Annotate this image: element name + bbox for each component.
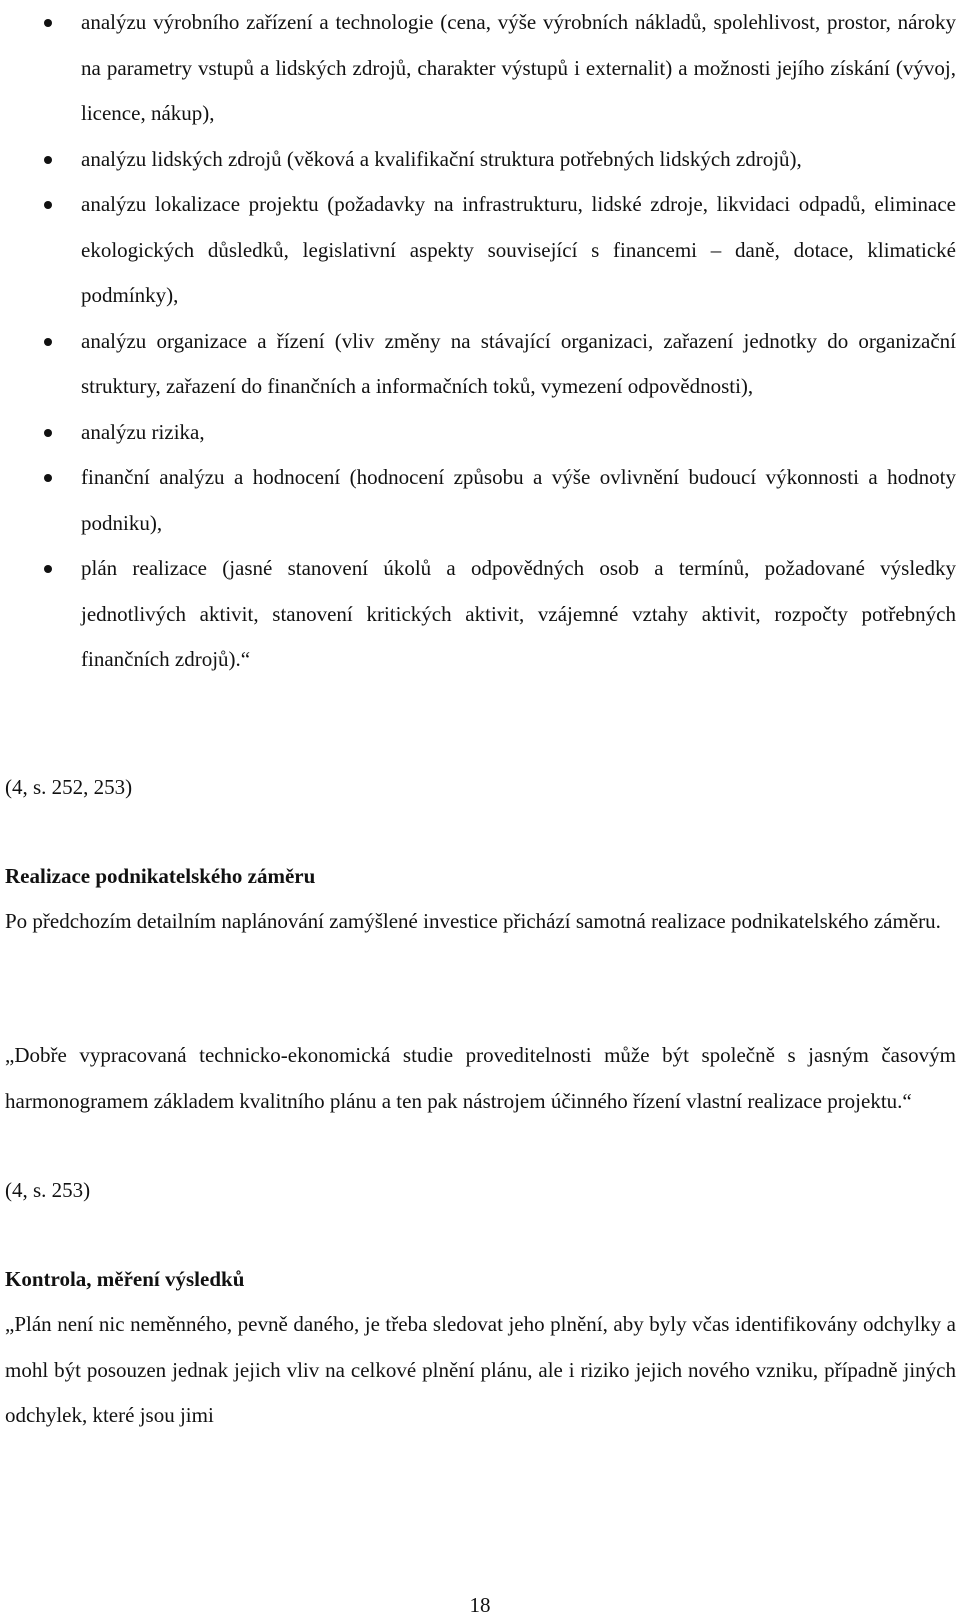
- bullet-text: analýzu organizace a řízení (vliv změny na stávající organizaci, zařazení jednotky do organizační struktury, zařazení do finančních a informačních toků, vymezení odpovědnosti),: [81, 328, 956, 398]
- quote-plan-monitoring: „Plán není nic neměnného, pevně daného, je třeba sledovat jeho plnění, aby byly včas identifikovány odchylky a mohl být posouzen jednak jejich vliv na celkové plnění plánu, ale i riziko jejich nového vzniku, případně jiných odchylek, které jsou jimi: [5, 1312, 956, 1427]
- bullet-text: finanční analýzu a hodnocení (hodnocení způsobu a výše ovlivnění budoucí výkonnosti a hodnoty podniku),: [81, 465, 956, 535]
- bullet-icon: [44, 429, 52, 437]
- paragraph-realizace: Po předchozím detailním naplánování zamýšlené investice přichází samotná realizace podnikatelského záměru.: [5, 909, 941, 933]
- bullet-item-financial-analysis: [0, 455, 960, 546]
- bullet-text: analýzu lokalizace projektu (požadavky na infrastrukturu, lidské zdroje, likvidaci odpadů, eliminace ekologických důsledků, legislativní aspekty související s financemi – daně, dotace, klimatické podmínky),: [81, 192, 956, 307]
- bullet-item-production-equipment: [0, 0, 960, 137]
- citation: (4, s. 253): [5, 1178, 91, 1202]
- bullet-item-organization: [0, 319, 960, 410]
- quote-feasibility-study: „Dobře vypracovaná technicko-ekonomická studie proveditelnosti může být společně s jasným časovým harmonogramem základem kvalitního plánu a ten pak nástrojem účinného řízení vlastní realizace projektu.“: [5, 1043, 956, 1113]
- bullet-item-implementation-plan: [0, 546, 960, 683]
- bullet-icon: [44, 474, 52, 482]
- section-heading-realizace: Realizace podnikatelského záměru: [5, 864, 316, 888]
- bullet-item-risk: [0, 410, 960, 456]
- bullet-icon: [44, 201, 52, 209]
- bullet-text: analýzu výrobního zařízení a technologie (cena, výše výrobních nákladů, spolehlivost, prostor, nároky na parametry vstupů a lidských zdrojů, charakter výstupů i externalit) a možnosti jejího získání (vývoj, licence, nákup),: [81, 10, 956, 125]
- bullet-text: plán realizace (jasné stanovení úkolů a odpovědných osob a termínů, požadované výsledky jednotlivých aktivit, stanovení kritických aktivit, vzájemné vztahy aktivit, rozpočty potřebných finančních zdrojů).“: [81, 556, 956, 671]
- bullet-text: analýzu lidských zdrojů (věková a kvalifikační struktura potřebných lidských zdrojů),: [81, 146, 802, 171]
- page-number: 18: [469, 1593, 491, 1617]
- bullet-icon: [44, 19, 52, 27]
- bullet-icon: [44, 338, 52, 346]
- analysis-bullet-list: [0, 0, 960, 683]
- citation: (4, s. 252, 253): [5, 775, 133, 799]
- bullet-text: analýzu rizika,: [81, 419, 205, 444]
- bullet-icon: [44, 565, 52, 573]
- bullet-item-human-resources: [0, 137, 960, 183]
- bullet-item-localization: [0, 182, 960, 319]
- bullet-icon: [44, 156, 52, 164]
- section-heading-kontrola: Kontrola, měření výsledků: [5, 1267, 245, 1291]
